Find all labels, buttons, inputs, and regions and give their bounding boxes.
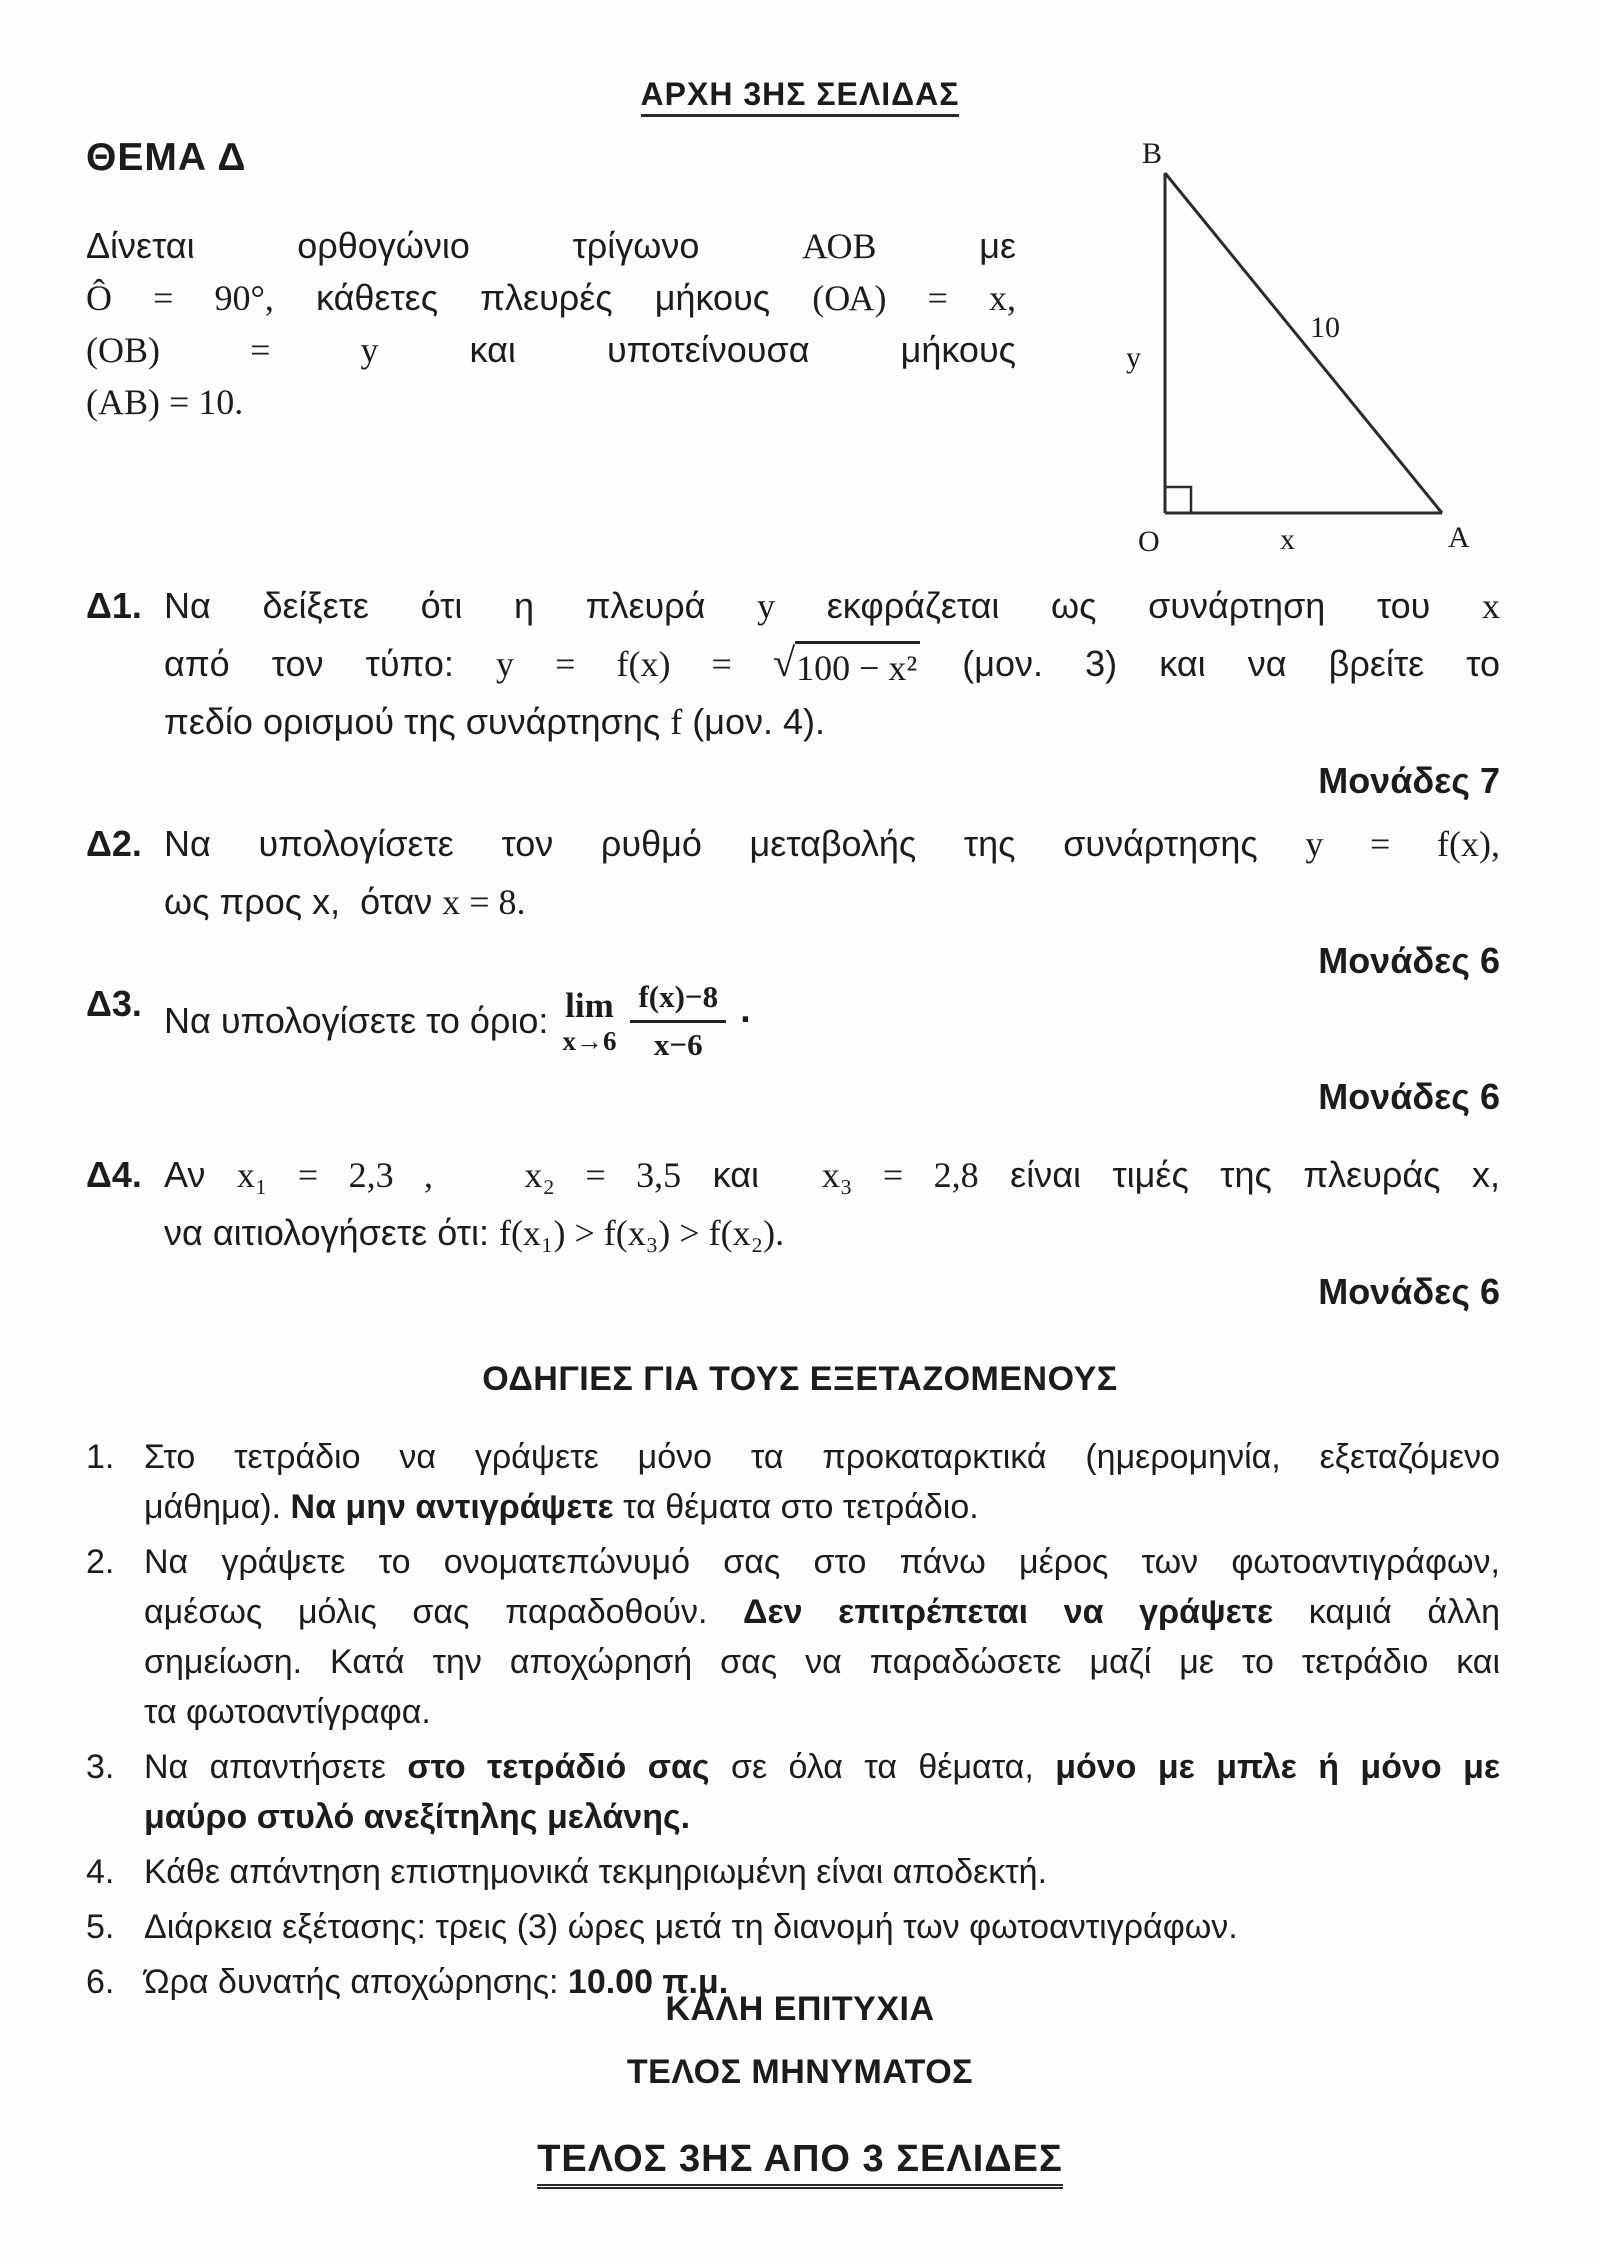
fraction-denominator: x−6 [653, 1026, 703, 1062]
question-line: Να υπολογίσετε τον ρυθμό μεταβολής της συνάρτησης y = f(x), [164, 823, 1500, 864]
sqrt-radical [773, 641, 920, 693]
points-label-d1: Μονάδες 7 [1318, 760, 1500, 801]
question-d2-number: Δ2. [86, 823, 142, 864]
instruction-item-3 [86, 1742, 1500, 1842]
instruction-body [144, 1742, 1500, 1842]
question-line: Αν x₁ = 2,3 , x₂ = 3,5 και x₃ = 2,8 είναι τιμές της πλευράς x, [164, 1154, 1500, 1195]
instruction-body [144, 1432, 1500, 1532]
instruction-line: Διάρκεια εξέτασης: τρεις (3) ώρες μετά τη διανομή των φωτοαντιγράφων. [144, 1908, 1238, 1946]
lim-subscript: x→6 [562, 1025, 617, 1056]
sentence-dot: · [740, 999, 753, 1042]
points-label-d3: Μονάδες 6 [1318, 1076, 1500, 1117]
instruction-number: 1. [86, 1438, 115, 1476]
question-line: Να δείξετε ότι η πλευρά y εκφράζεται ως συνάρτηση του x [164, 585, 1500, 626]
question-d3-number: Δ3. [86, 983, 142, 1024]
question-d3-label: Να υπολογίσετε το όριο: [164, 1000, 549, 1042]
intro-line-3: (ΟΒ) = y και υποτείνουσα μήκους [86, 329, 1016, 370]
question-d2 [86, 815, 1500, 983]
triangle-svg [1090, 105, 1520, 575]
question-d1-body [164, 577, 1500, 751]
limit-expression [164, 975, 1500, 1067]
instructions-title: ΟΔΗΓΙΕΣ ΓΙΑ ΤΟΥΣ ΕΞΕΤΑΖΟΜΕΝΟΥΣ [482, 1360, 1118, 1398]
fraction-numerator: f(x)−8 [630, 980, 726, 1022]
right-angle-mark [1165, 487, 1191, 513]
page-end-underlined: ΤΕΛΟΣ 3ΗΣ ΑΠΟ 3 ΣΕΛΙΔΕΣ [537, 2138, 1063, 2189]
vertex-label-o: O [1138, 525, 1160, 558]
good-luck-text: ΚΑΛΗ ΕΠΙΤΥΧΙΑ [665, 1990, 935, 2028]
instruction-item-1 [86, 1432, 1500, 1532]
points-label-d4: Μονάδες 6 [1318, 1271, 1500, 1312]
vertex-label-b: B [1142, 137, 1163, 170]
instruction-line: μάθημα). Να μην αντιγράψετε τα θέματα στο τετράδιο. [144, 1488, 979, 1526]
instruction-line: Στο τετράδιο να γράψετε μόνο τα προκαταρκτικά (ημερομηνία, εξεταζόμενο [144, 1438, 1500, 1476]
intro-line-1: Δίνεται ορθογώνιο τρίγωνο ΑΟΒ με [86, 225, 1016, 266]
side-label-y: y [1126, 341, 1141, 374]
instruction-line: Να απαντήσετε στο τετράδιό σας σε όλα τα θέματα, μόνο με μπλε ή μόνο με [144, 1748, 1501, 1786]
instruction-item-4 [86, 1847, 1500, 1897]
instruction-number: 5. [86, 1908, 115, 1946]
instruction-body [144, 1902, 1500, 1952]
instruction-item-2 [86, 1537, 1500, 1737]
question-d3 [86, 975, 1500, 1119]
vertex-label-a: A [1448, 521, 1470, 554]
instructions-list [86, 1432, 1500, 2012]
question-d4-number: Δ4. [86, 1154, 142, 1195]
intro-line-4: (ΑΒ) = 10. [86, 382, 244, 422]
instruction-body [144, 1847, 1500, 1897]
radical-sign: √ [772, 640, 796, 685]
instruction-line: τα φωτοαντίγραφα. [144, 1693, 431, 1731]
instruction-item-5 [86, 1902, 1500, 1952]
instruction-line: Κάθε απάντηση επιστημονικά τεκμηριωμένη είναι αποδεκτή. [144, 1853, 1048, 1891]
question-d2-body [164, 815, 1500, 931]
question-d4-body [164, 1146, 1500, 1262]
intro-line-2: Ô = 90°, κάθετες πλευρές μήκους (ΟΑ) = x, [86, 277, 1016, 318]
page-header-text: ΑΡΧΗ 3ΗΣ ΣΕΛΙΔΑΣ [641, 76, 960, 117]
instruction-body [144, 1537, 1500, 1737]
triangle-figure [1090, 105, 1520, 575]
page-end-text [0, 2138, 1600, 2181]
question-line: να αιτιολογήσετε ότι: f(x₁) > f(x₃) > f(x₂). [164, 1212, 785, 1253]
question-d4 [86, 1146, 1500, 1314]
side-label-x: x [1280, 523, 1295, 556]
hypotenuse-label: 10 [1310, 311, 1340, 344]
question-d1-number: Δ1. [86, 585, 142, 626]
instruction-line: σημείωση. Κατά την αποχώρησή σας να παραδώσετε μαζί με το τετράδιο και [144, 1643, 1500, 1681]
theme-title: ΘΕΜΑ Δ [86, 136, 247, 179]
instruction-number: 6. [86, 1963, 115, 2001]
triangle-edge-hypotenuse [1165, 173, 1442, 513]
instruction-line: Ώρα δυνατής αποχώρησης: 10.00 π.μ. [144, 1963, 729, 2001]
question-line: από τον τύπο: y = f(x) = √ 100 − x² (μον. 3) και να βρείτε το [164, 635, 1500, 693]
instruction-line: Να γράψετε το ονοματεπώνυμό σας στο πάνω μέρος των φωτοαντιγράφων, [144, 1543, 1500, 1581]
instruction-line: αμέσως μόλις σας παραδοθούν. Δεν επιτρέπεται να γράψετε καμιά άλλη [144, 1593, 1500, 1631]
radicand: 100 − x² [795, 641, 920, 693]
instruction-number: 2. [86, 1543, 115, 1581]
end-message-text: ΤΕΛΟΣ ΜΗΝΥΜΑΤΟΣ [626, 2053, 974, 2091]
question-d1 [86, 577, 1500, 803]
question-line: πεδίο ορισμού της συνάρτησης f (μον. 4). [164, 701, 826, 742]
instruction-number: 4. [86, 1853, 115, 1891]
instruction-line: μαύρο στυλό ανεξίτηλης μελάνης. [144, 1798, 691, 1836]
instruction-number: 3. [86, 1748, 115, 1786]
question-line: ως προς x, όταν x = 8. [164, 881, 526, 922]
lim-operator [562, 985, 617, 1056]
points-label-d2: Μονάδες 6 [1318, 940, 1500, 981]
intro-paragraph [86, 220, 1016, 428]
lim-word: lim [565, 985, 614, 1025]
fraction [630, 980, 726, 1061]
